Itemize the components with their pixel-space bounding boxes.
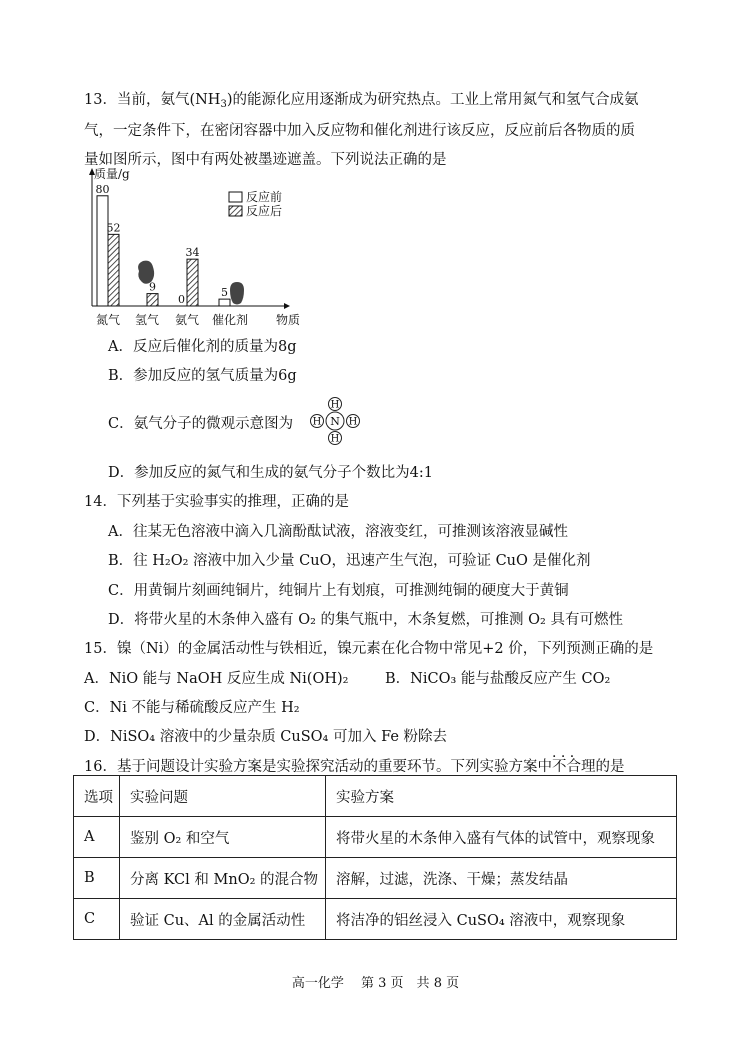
formula-close: ) — [226, 92, 233, 108]
header-question: 实验问题 — [120, 776, 326, 817]
data-label-反应前-氮气: 80 — [95, 182, 110, 196]
q13-line3: 量如图所示，图中有两处被墨迹遮盖。下列说法正确的是 — [84, 152, 447, 168]
bar-反应后-氨气 — [187, 259, 198, 306]
data-label-反应后-氢气: 9 — [149, 280, 156, 294]
x-axis-arrow — [284, 303, 290, 309]
legend-swatch-反应前 — [229, 192, 242, 202]
cell-option: B — [74, 858, 120, 899]
q13-option-b[interactable]: B．参加反应的氢气质量为6g — [108, 368, 297, 384]
q13-option-c-text: C．氨气分子的微观示意图为 — [108, 416, 294, 432]
cell-plan: 溶解，过滤，洗涤、干燥；蒸发结晶 — [326, 858, 677, 899]
q14-option-d[interactable]: D．将带火星的木条伸入盛有 O₂ 的集气瓶中，木条复燃，可推测 O₂ 具有可燃性 — [108, 612, 623, 628]
data-label-反应后-氮气: 52 — [106, 221, 121, 235]
svg-text:H: H — [312, 416, 322, 428]
bar-反应前-氮气 — [97, 196, 108, 306]
cell-plan: 将带火星的木条伸入盛有气体的试管中，观察现象 — [326, 817, 677, 858]
q13-option-a[interactable]: A．反应后催化剂的质量为8g — [108, 339, 297, 355]
svg-text:N: N — [330, 415, 340, 428]
q13-text-a: 13．当前，氨气 — [84, 92, 190, 108]
q13-option-c[interactable] — [108, 412, 293, 433]
data-label-反应前-催化剂: 5 — [221, 286, 228, 300]
bar-反应前-催化剂 — [219, 299, 230, 306]
svg-text:H: H — [330, 399, 340, 411]
table-row[interactable] — [74, 899, 677, 940]
q14-option-c[interactable]: C．用黄铜片刻画纯铜片，纯铜片上有划痕，可推测纯铜的硬度大于黄铜 — [108, 583, 569, 599]
q15-option-d[interactable]: D．NiSO₄ 溶液中的少量杂质 CuSO₄ 可加入 Fe 粉除去 — [84, 729, 448, 745]
q16-stem — [84, 755, 624, 776]
category-label-氢气: 氢气 — [134, 313, 160, 327]
q15-option-c[interactable]: C．Ni 不能与稀硫酸反应产生 H₂ — [84, 700, 300, 716]
q16-emphasis: 不合理 · · · — [552, 759, 596, 775]
q14-option-b[interactable]: B．往 H₂O₂ 溶液中加入少量 CuO，迅速产生气泡，可验证 CuO 是催化剂 — [108, 553, 591, 569]
y-axis-label: 质量/g — [94, 168, 130, 181]
q15-stem: 15．镍（Ni）的金属活动性与铁相近，镍元素在化合物中常见+2 价，下列预测正确的是 — [84, 641, 654, 657]
experiment-table — [73, 775, 677, 940]
cell-question: 分离 KCl 和 MnO₂ 的混合物 — [120, 858, 326, 899]
formula-open: (NH — [189, 92, 221, 108]
header-plan: 实验方案 — [326, 776, 677, 817]
mass-bar-chart — [84, 168, 314, 336]
ink-blot-catalyst — [230, 282, 244, 305]
category-label-氨气: 氨气 — [174, 313, 200, 327]
x-axis-label: 物质 — [276, 313, 301, 327]
table-header-row — [74, 776, 677, 817]
header-option: 选项 — [74, 776, 120, 817]
cell-plan: 将洁净的铝丝浸入 CuSO₄ 溶液中，观察现象 — [326, 899, 677, 940]
q14-stem: 14．下列基于实验事实的推理，正确的是 — [84, 494, 349, 510]
bar-反应后-氮气 — [108, 234, 119, 306]
q13-line1 — [84, 88, 639, 109]
table-row[interactable] — [74, 858, 677, 899]
q14-option-a[interactable]: A．往某无色溶液中滴入几滴酚酞试液，溶液变红，可推测该溶液显碱性 — [108, 524, 568, 540]
bar-反应后-氢气 — [147, 294, 158, 306]
category-label-催化剂: 催化剂 — [211, 313, 249, 327]
formula-sub: 3 — [220, 99, 227, 110]
q16-stem-a: 16．基于问题设计实验方案是实验探究活动的重要环节。下列实验方案中 — [84, 759, 552, 775]
legend-label-反应前: 反应前 — [246, 190, 283, 204]
q15-option-b[interactable]: B．NiCO₃ 能与盐酸反应产生 CO₂ — [385, 671, 611, 687]
svg-text:H: H — [330, 433, 340, 445]
ink-blot-hydrogen — [138, 261, 154, 284]
svg-text:H: H — [348, 416, 358, 428]
q15-option-a[interactable]: A．NiO 能与 NaOH 反应生成 Ni(OH)₂ — [84, 671, 349, 687]
cell-question: 验证 Cu、Al 的金属活动性 — [120, 899, 326, 940]
nh3-formula — [189, 92, 232, 108]
category-label-氮气: 氮气 — [95, 313, 121, 327]
cell-question: 鉴别 O₂ 和空气 — [120, 817, 326, 858]
q13-text-b: 的能源化应用逐渐成为研究热点。工业上常用氮气和氢气合成氨 — [232, 92, 639, 108]
data-label-反应前-氨气: 0 — [178, 293, 185, 306]
table-row[interactable] — [74, 817, 677, 858]
ammonia-molecule-diagram — [306, 396, 364, 446]
legend-label-反应后: 反应后 — [246, 204, 283, 218]
q13-option-d[interactable]: D．参加反应的氮气和生成的氨气分子个数比为4:1 — [108, 465, 433, 481]
legend-swatch-反应后 — [229, 206, 242, 216]
q13-line2: 气，一定条件下，在密闭容器中加入反应物和催化剂进行该反应，反应前后各物质的质 — [84, 123, 635, 139]
data-label-反应后-氨气: 34 — [185, 246, 200, 260]
page-footer: 高一化学 第 3 页 共 8 页 — [291, 976, 460, 991]
cell-option: C — [74, 899, 120, 940]
cell-option: A — [74, 817, 120, 858]
q16-stem-b: 的是 — [595, 759, 625, 775]
